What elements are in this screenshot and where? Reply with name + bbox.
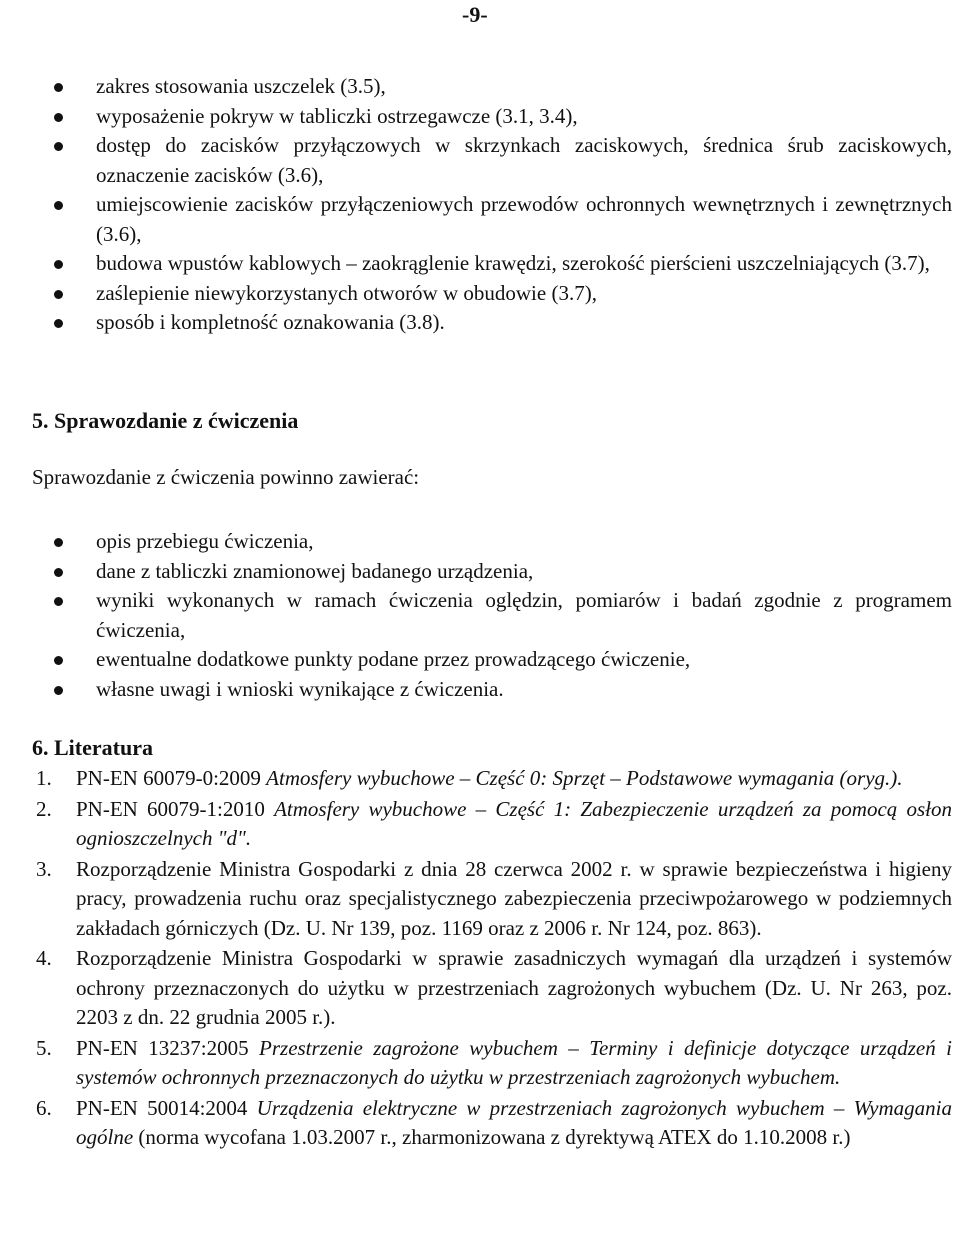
- reference-code: PN-EN 60079-1:2010: [76, 796, 275, 821]
- list-item: dane z tabliczki znamionowej badanego urządzenia,: [32, 557, 952, 587]
- list-item: własne uwagi i wnioski wynikające z ćwiczenia.: [32, 675, 952, 705]
- list-item: umiejscowienie zacisków przyłączeniowych przewodów ochronnych wewnętrznych i zewnętrznych (3.6),: [32, 190, 952, 249]
- reference-title: Przestrzenie zagrożone wybuchem – Terminy i definicje dotyczące urządzeń i systemów ochronnych przeznaczonych do użytku w przestrzeniach zagrożonych wybuchem.: [76, 1035, 952, 1089]
- reference-code: Rozporządzenie Ministra Gospodarki z dnia 28 czerwca 2002 r. w sprawie bezpieczeństwa i higieny pracy, prowadzenia ruchu oraz specjalistycznego zabezpieczenia przeciwpożarowego w podziemnych zakładach górniczych (Dz. U. Nr 139, poz. 1169 oraz z 2006 r. Nr 124, poz. 863).: [76, 856, 952, 940]
- reference-number: 5.: [36, 1035, 52, 1060]
- inspection-criteria-list: [32, 72, 952, 338]
- list-item: budowa wpustów kablowych – zaokrąglenie krawędzi, szerokość pierścieni uszczelniających (3.7),: [32, 249, 952, 279]
- page-number: -9-: [462, 2, 488, 27]
- list-item: wyposażenie pokryw w tabliczki ostrzegawcze (3.1, 3.4),: [32, 102, 952, 132]
- list-item: dostęp do zacisków przyłączowych w skrzynkach zaciskowych, średnica śrub zaciskowych, oznaczenie zacisków (3.6),: [32, 131, 952, 190]
- reference-number: 3.: [36, 856, 52, 881]
- reference-title: Atmosfery wybuchowe – Część 1: Zabezpieczenie urządzeń za pomocą osłon ognioszczelnych "d".: [76, 796, 952, 850]
- reference-item: [32, 944, 952, 1033]
- reference-number: 4.: [36, 946, 52, 970]
- reference-number: 6.: [36, 1095, 52, 1120]
- list-item: sposób i kompletność oznakowania (3.8).: [32, 308, 952, 338]
- section-heading: 5. Sprawozdanie z ćwiczenia: [32, 408, 299, 433]
- reference-number: 1.: [36, 766, 52, 790]
- reference-note: (norma wycofana 1.03.2007 r., zharmonizowana z dyrektywą ATEX do 1.10.2008 r.): [133, 1125, 851, 1149]
- reference-item: [32, 1094, 952, 1153]
- references-list: [32, 764, 952, 1154]
- reference-item: [32, 1034, 952, 1093]
- reference-title: Atmosfery wybuchowe – Część 0: Sprzęt – Podstawowe wymagania (oryg.).: [266, 766, 903, 790]
- reference-item: [32, 795, 952, 854]
- reference-code: Rozporządzenie Ministra Gospodarki w sprawie zasadniczych wymagań dla urządzeń i systemów ochrony przeznaczonych do użytku w przestrzeniach zagrożonych wybuchem (Dz. U. Nr 263, poz. 2203 z dn. 22 grudnia 2005 r.).: [76, 946, 952, 1029]
- list-item: ewentualne dodatkowe punkty podane przez prowadzącego ćwiczenie,: [32, 645, 952, 675]
- list-item: opis przebiegu ćwiczenia,: [32, 527, 952, 557]
- report-contents-list: [32, 527, 952, 704]
- list-item: zaślepienie niewykorzystanych otworów w obudowie (3.7),: [32, 279, 952, 309]
- reference-code: PN-EN 60079-0:2009: [76, 766, 267, 790]
- reference-code: PN-EN 50014:2004: [76, 1095, 257, 1120]
- section-heading: 6. Literatura: [32, 735, 153, 760]
- reference-item: [32, 855, 952, 944]
- reference-number: 2.: [36, 796, 52, 821]
- reference-item: [32, 764, 952, 794]
- reference-code: PN-EN 13237:2005: [76, 1035, 260, 1060]
- list-item: wyniki wykonanych w ramach ćwiczenia oględzin, pomiarów i badań zgodnie z programem ćwiczenia,: [32, 586, 952, 645]
- section-intro: Sprawozdanie z ćwiczenia powinno zawierać:: [32, 465, 420, 489]
- list-item: zakres stosowania uszczelek (3.5),: [32, 72, 952, 102]
- reference-title: Urządzenia elektryczne w przestrzeniach zagrożonych wybuchem – Wymagania ogólne: [76, 1095, 952, 1149]
